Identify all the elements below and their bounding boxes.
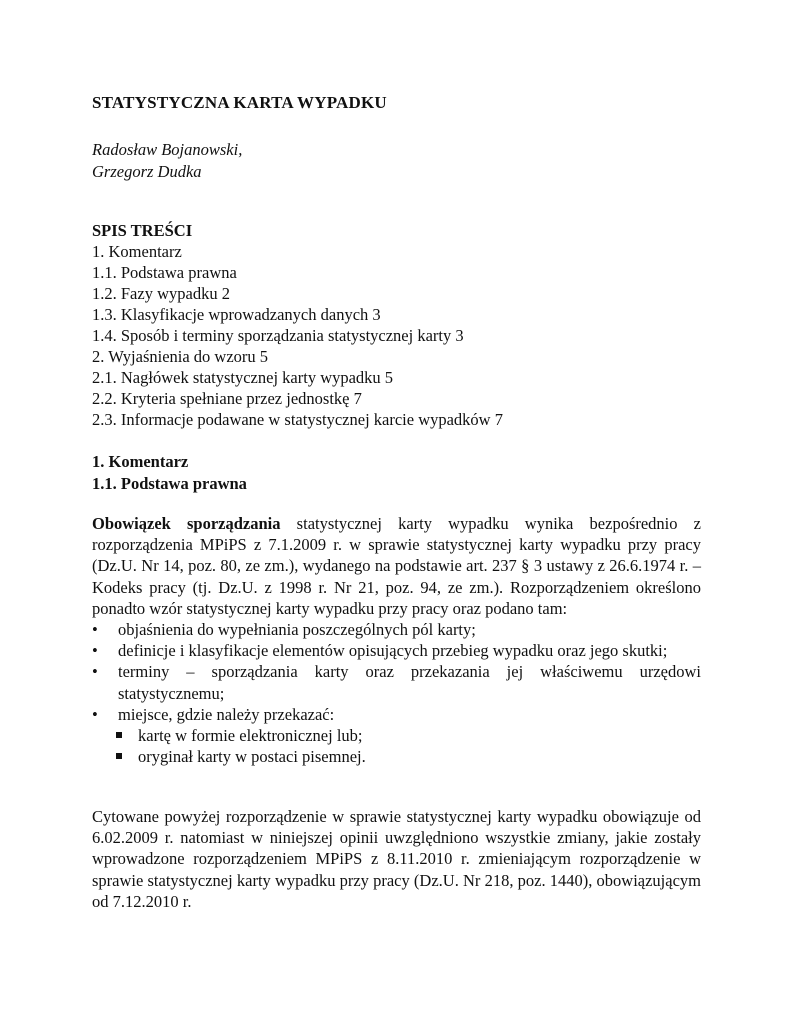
list-item [92, 619, 701, 640]
toc-item: 2.3. Informacje podawane w statystycznej karcie wypadków 7 [92, 410, 503, 429]
sub-list-item-text: kartę w formie elektronicznej lub; [138, 726, 363, 746]
paragraph-intro [92, 513, 701, 619]
toc-item: 1.3. Klasyfikacje wprowadzanych danych 3 [92, 305, 381, 324]
sub-list-item [92, 746, 701, 767]
list-item [92, 704, 701, 768]
toc-item: 1.1. Podstawa prawna [92, 263, 237, 282]
square-bullet-icon [116, 732, 122, 738]
bullet-icon: • [92, 662, 98, 682]
toc-item: 1.4. Sposób i terminy sporządzania statystycznej karty 3 [92, 326, 464, 345]
paragraph-text: statystycznej karty wypadku wynika bezpośrednio z rozporządzenia MPiPS z 7.1.2009 r. w sprawie statystycznej karty wypadku przy pracy (Dz.U. Nr 14, poz. 80, ze zm.), wydanego na podstawie art. 237 § 3 ustawy z 26.6.1974 r. – Kodeks pracy (tj. Dz.U. z 1998 r. Nr 21, poz. 94, ze zm.). Rozporządzeniem określono ponadto wzór statystycznej karty wypadku przy pracy oraz podano tam: [92, 514, 702, 618]
table-of-contents [92, 220, 503, 430]
list-item-text: terminy – sporządzania karty oraz przekazania jej właściwemu urzędowi statystycznemu; [118, 662, 701, 703]
toc-item: 2.2. Kryteria spełniane przez jednostkę 7 [92, 389, 362, 408]
toc-item: 1.2. Fazy wypadku 2 [92, 284, 230, 303]
authors-block [92, 139, 242, 183]
paragraph-amendments: Cytowane powyżej rozporządzenie w sprawie statystycznej karty wypadku obowiązuje od 6.02.2009 r. natomiast w niniejszej opinii uwzględniono wszystkie zmiany, jakie zostały wprowadzone rozporządzeniem MPiPS z 8.11.2010 r. zmieniającym rozporządzenie w sprawie statystycznej karty wypadku przy pracy (Dz.U. Nr 218, poz. 1440), obowiązującym od 7.12.2010 r. [92, 807, 701, 911]
toc-item: 1. Komentarz [92, 242, 182, 261]
author-1: Radosław Bojanowski, [92, 140, 243, 159]
list-item [92, 661, 701, 703]
toc-item: 2. Wyjaśnienia do wzoru 5 [92, 347, 269, 366]
sub-list-item-text: oryginał karty w postaci pisemnej. [138, 747, 366, 767]
toc-heading: SPIS TREŚCI [92, 221, 193, 240]
sub-bullet-list [92, 725, 701, 767]
list-item [92, 640, 701, 661]
section-headings [92, 451, 247, 495]
paragraph-legal-basis [92, 513, 701, 767]
list-item-text: miejsce, gdzie należy przekazać: [118, 704, 335, 724]
bullet-icon: • [92, 704, 98, 724]
square-bullet-icon [116, 753, 122, 759]
bullet-icon: • [92, 620, 98, 640]
section-heading: 1. Komentarz [92, 452, 189, 471]
list-item-text: objaśnienia do wypełniania poszczególnych pól karty; [118, 620, 476, 640]
bullet-list [92, 619, 701, 767]
toc-item: 2.1. Nagłówek statystycznej karty wypadku 5 [92, 368, 394, 387]
author-2: Grzegorz Dudka [92, 162, 202, 181]
subsection-heading: 1.1. Podstawa prawna [92, 474, 247, 493]
document-title: STATYSTYCZNA KARTA WYPADKU [92, 93, 387, 112]
bold-lead: Obowiązek sporządzania [92, 514, 281, 533]
list-item-text: definicje i klasyfikacje elementów opisujących przebieg wypadku oraz jego skutki; [118, 641, 668, 661]
bullet-icon: • [92, 641, 98, 661]
sub-list-item [92, 725, 701, 746]
